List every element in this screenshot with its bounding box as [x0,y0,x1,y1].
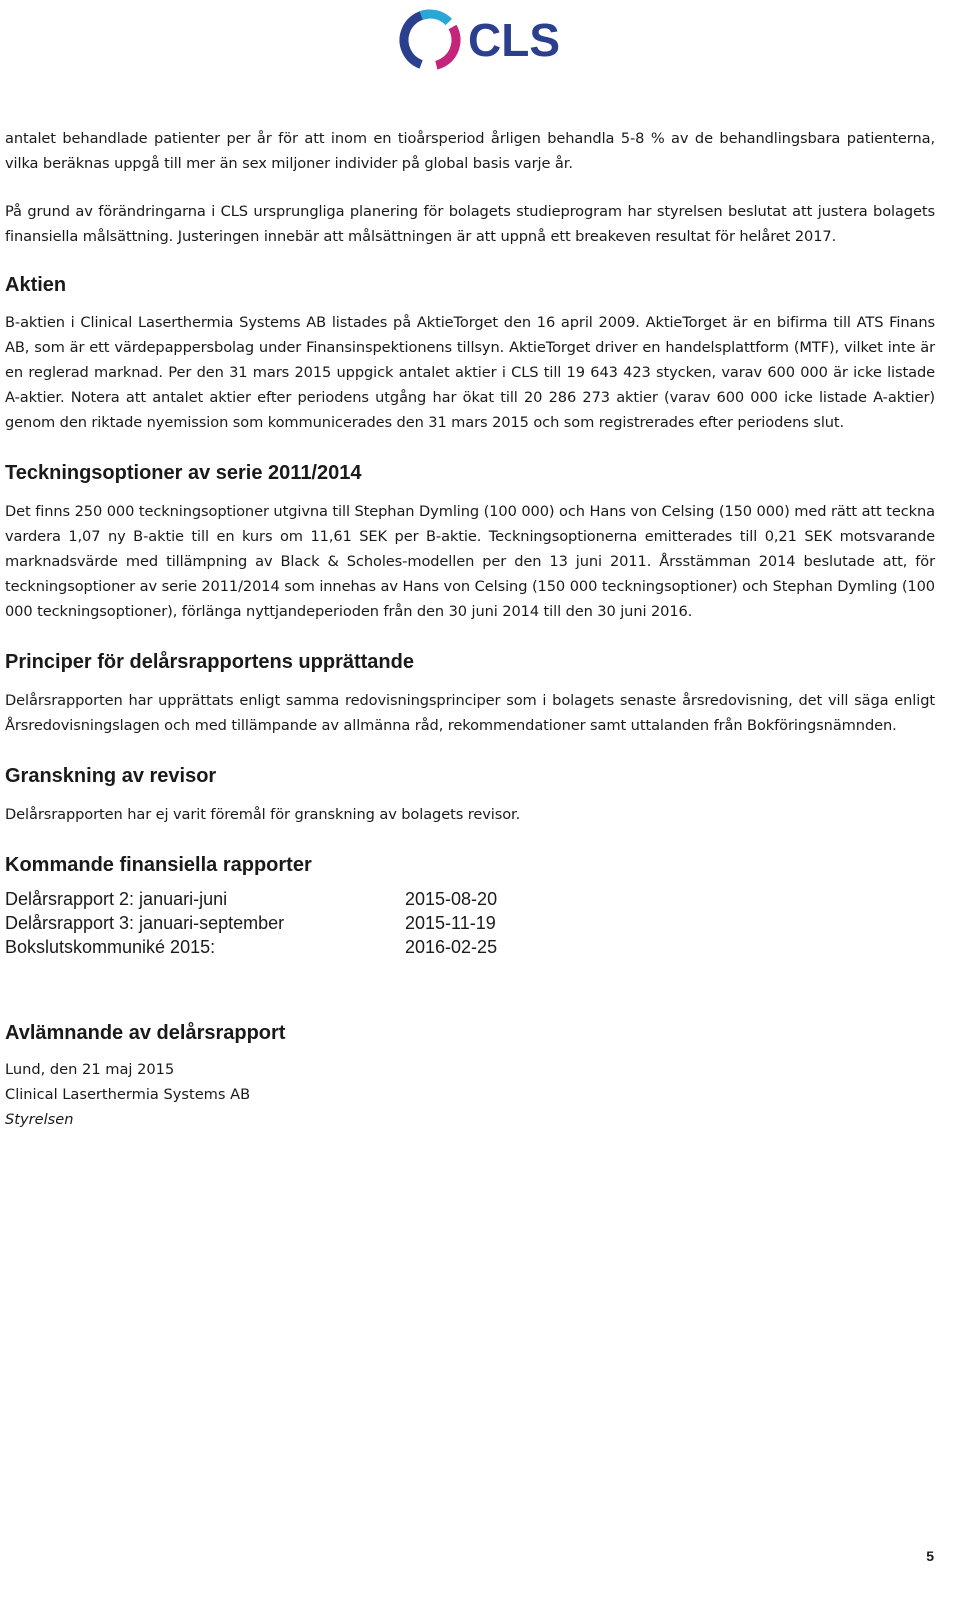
intro-paragraph-2: På grund av förändringarna i CLS ursprungliga planering för bolagets studieprogram har styrelsen beslutat att justera bolagets finansiella målsättning. Justeringen innebär att målsättningen är att uppnå ett breakeven resultat för helåret 2017. [5,203,935,245]
section-heading-submission: Avlämnande av delårsrapport [5,1022,286,1044]
report-date: 2015-11-19 [405,913,496,933]
cls-logo [396,6,566,74]
section-heading-upcoming: Kommande finansiella rapporter [5,854,312,876]
report-page-content [5,126,935,1132]
report-label: Delårsrapport 2: januari-juni [5,889,228,909]
submission-place-date: Lund, den 21 maj 2015 [5,1061,175,1078]
section-heading-principles: Principer för delårsrapportens upprättande [5,651,414,673]
intro-paragraph-1: antalet behandlade patienter per år för att inom en tioårsperiod årligen behandla 5-8 % av de behandlingsbara patienterna, vilka beräknas uppgå till mer än sex miljoner individer på global basis varje år. [5,130,935,172]
submission-signatory: Styrelsen [5,1111,74,1128]
logo-text: CLS [468,14,560,66]
section-heading-aktien: Aktien [5,274,67,296]
section-heading-audit: Granskning av revisor [5,765,217,787]
submission-company: Clinical Laserthermia Systems AB [5,1086,251,1103]
report-row [5,911,935,935]
report-date: 2015-08-20 [405,889,498,909]
page-number: 5 [926,1548,934,1564]
principles-body: Delårsrapporten har upprättats enligt samma redovisningsprinciper som i bolagets senaste årsredovisning, det vill säga enligt Årsredovisningslagen och med tillämpande av allmänna råd, rekommendationer samt uttalanden från Bokföringsnämnden. [5,692,935,734]
upcoming-reports-list [5,887,935,959]
report-label: Delårsrapport 3: januari-september [5,913,285,933]
report-row [5,935,935,959]
section-heading-options: Teckningsoptioner av serie 2011/2014 [5,462,362,484]
aktien-body: B-aktien i Clinical Laserthermia Systems AB listades på AktieTorget den 16 april 2009. AktieTorget är en bifirma till ATS Finans AB, som är ett värdepappersbolag under Finansinspektionens tillsyn. AktieTorget driver en handelsplattform (MTF), vilket inte är en reglerad marknad. Per den 31 mars 2015 uppgick antalet aktier i CLS till 19 643 423 stycken, varav 600 000 är icke listade A-aktier. Notera att antalet aktier efter periodens utgång har ökat till 20 286 273 aktier (varav 600 000 icke listade A-aktier) genom den riktade nyemission som kommunicerades den 31 mars 2015 och som registrerades efter periodens slut. [5,314,935,431]
options-body: Det finns 250 000 teckningsoptioner utgivna till Stephan Dymling (100 000) och Hans von Celsing (150 000) med rätt att teckna vardera 1,07 ny B-aktie till en kurs om 11,61 SEK per B-aktie. Teckningsoptionerna emitterades till 0,21 SEK motsvarande marknadsvärde med tillämpning av Black & Scholes-modellen per den 13 juni 2011. Årsstämman 2014 beslutade att, för teckningsoptioner av serie 2011/2014 som innehas av Hans von Celsing (150 000 teckningsoptioner) och Stephan Dymling (100 000 teckningsoptioner), förlänga nyttjandeperioden från den 30 juni 2014 till den 30 juni 2016. [5,503,935,620]
logo-ring-icon [396,6,466,74]
report-date: 2016-02-25 [405,937,498,957]
report-row [5,887,935,911]
report-label: Bokslutskommuniké 2015: [5,937,216,957]
audit-body: Delårsrapporten har ej varit föremål för granskning av bolagets revisor. [5,806,521,823]
